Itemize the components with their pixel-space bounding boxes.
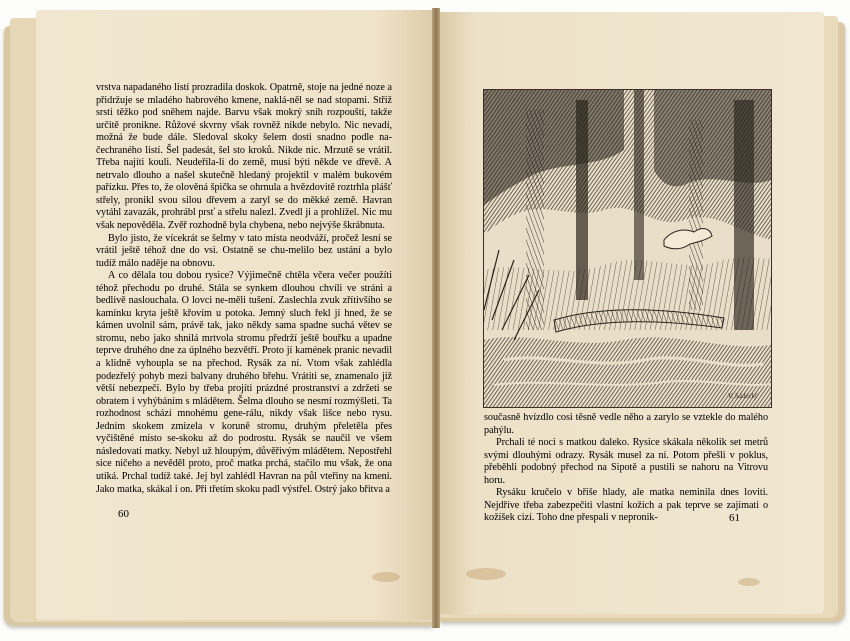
paper-stain xyxy=(372,572,400,582)
left-paragraph-2: Bylo jisto, že vícekrát se šelmy v tato místa neodváží, pročež lesní se vrátil ještě téhož dne do vsi. Ostatně se chu-melilo bez ustání a bylo tudíž málo naděje na obnovu. xyxy=(96,232,392,269)
right-paragraph-1: současně hvízdlo cosi těsně vedle něho a zarylo se vztekle do malého pahýlu. xyxy=(484,412,768,436)
left-paragraph-1: vrstva napadaného listí prozradila doskok. Opatrně, stoje na jedné noze a přidržuje se mladého habrového kmene, naklá-něl se nad stopami. Střiž srsti těžko pod sněhem najde. Barvu však mokrý sníh rozpouští, takže určitě pronikne. Růžové skvrny však rovněž nikde nebylo. Nic nevadí, možná že bude dále. Sledoval skoky šelem dosti snadno podle na-čechraného listí. Šel padesát, šel sto kroků. Nikde nic. Mrzutě se vrátil. Třeba najíti kouli. Neudeřila-li do země, musí býti někde ve dřevě. A netrvalo dlouho a našel skutečně hledaný projektil v malém bukovém pařízku. Přes to, že olověná špička se ohrnula a hvězdovitě roztrhla plášť střely, pronikl svou silou dřevem a zaryl se do měkké země. Havran vytáhl zavazák, prohrábl prsť a střelu nalezl. Zvedl ji a prohlížel. Nic mu však nepověděla. Zvěř rozhodně byla chybena, nebo nejvýše škrábnuta. xyxy=(96,82,392,232)
left-paragraph-3: A co dělala tou dobou rysice? Výjimečně chtěla včera večer použíti téhož přechodu po druhé. Stála se synkem dlouhou chvíli ve stráni a bedlivě naslouchala. O lovci ne-měli tušení. Zaslechla zvuk zřítivšího se kamínku kryta ještě křovím u potoka. Jemný sluch řekl jí hned, že se kámen uvolnil sám, právě tak, jako někdy sama spadne suchá větev se stromu, nebo jako shnilá mrtvola stromu předrží ještě bouřku a upadne teprve druhého dne za úplného bezvětří. Proto jí kamének pranic nevadil a klidně vyhoupla se na přechod. Rysák za ní. Vtom však zahlédla podezřelý pohyb mezi balvany druhého břehu. Vrátiti se, znamenalo již větší nebezpečí. Bylo by třeba projíti prázdné prostranství a zdržeti se obratem i vyhýbáním s mládětem. Šelma dlouho se nesmí rozmýšleti. Ta rozhodnost schází mnohému gene-rálu, nikdy však lišce nebo rysu. Jedním skokem zmizela v koruně stromu, druhým přeletěla přes vyčištěné místo se-skoku až do podrostu. Rysák se naučil ve všem následovati matky. Nebyl už hloupým, důvěřivým mládětem. Nepostřehl sice ničeho a nevěděl proto, proč matka prchá, stačilo mu však, že ona utíká. Prchal tudíž také. Jej byl zahlédl Havran na půl vteřiny na kmeni. Jako matka, skákal i on. Při třetím skoku padl výstřel. Ostrý jako břitva a xyxy=(96,270,392,495)
illustration-signature: V. Sádecký xyxy=(728,392,758,400)
right-paragraph-3: Rysáku kručelo v břiše hlady, ale matka neminila dnes loviti. Nejdříve třeba zabezpečiti vlastní kožich a pak teprve se zajímati o kožíšek cizí. Toho dne přespali v nepronik- xyxy=(484,487,768,524)
right-page-text xyxy=(484,412,768,525)
left-page-number: 60 xyxy=(118,508,129,520)
paper-stain xyxy=(738,578,760,586)
paper-stain xyxy=(466,568,506,580)
right-paragraph-2: Prchali té noci s matkou daleko. Rysice skákala několik set metrů svými dlouhými odrazy. Rysák musel za ní. Potom přešli v poklus, přeběhli podobný přechod na Sipotě a pustili se nahoru na Vitrovu horu. xyxy=(484,437,768,486)
forest-lynx-illustration xyxy=(483,89,772,408)
book-gutter xyxy=(432,8,440,628)
right-page-number: 61 xyxy=(729,512,740,524)
left-page-text xyxy=(96,82,392,496)
